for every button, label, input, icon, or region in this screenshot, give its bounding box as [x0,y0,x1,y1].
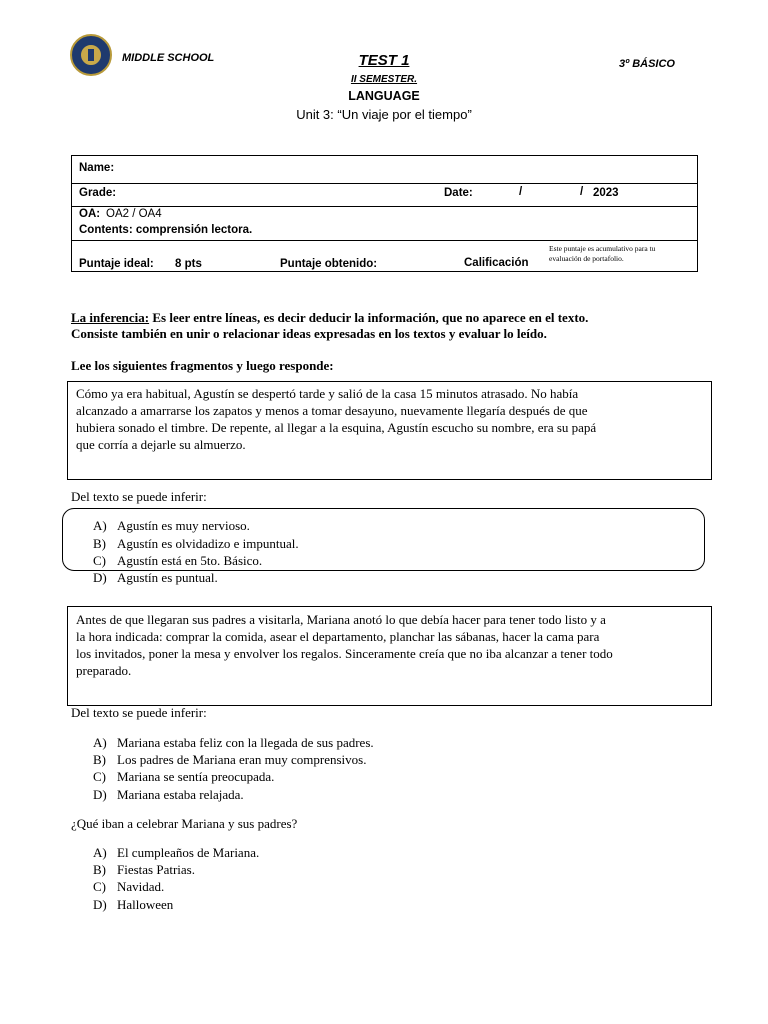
date-label: Date: [444,187,473,199]
question-1-option-b[interactable]: B) Agustín es olvidadizo e impuntual. [93,536,299,551]
question-2-option-d[interactable]: D) Mariana estaba relajada. [93,787,244,802]
question-3-option-b[interactable]: B) Fiestas Patrias. [93,862,195,877]
calificacion-label: Calificación [464,257,529,269]
question-2-option-c[interactable]: C) Mariana se sentía preocupada. [93,769,275,784]
student-info-table [71,155,698,272]
question-1-option-a[interactable]: A) Agustín es muy nervioso. [93,518,250,533]
inference-term: La inferencia: [71,310,150,325]
puntaje-ideal-label: Puntaje ideal: [79,258,154,270]
fragment-1-line: alcanzado a amarrarse los zapatos y menos a tomar desayuno, nuevamente llegaría después de que [76,403,588,418]
puntaje-ideal-value: 8 pts [175,258,202,270]
question-2-option-b[interactable]: B) Los padres de Mariana eran muy comprensivos. [93,752,367,767]
grade-label: Grade: [79,187,117,199]
puntaje-obtenido-label: Puntaje obtenido: [280,258,378,270]
question-2-option-a[interactable]: A) Mariana estaba feliz con la llegada de sus padres. [93,735,374,750]
name-label: Name: [79,162,115,174]
fragment-2-box [67,606,712,706]
test-title: TEST 1 [358,52,410,69]
subject-label: LANGUAGE [348,89,420,103]
question-2-prompt: Del texto se puede inferir: [71,705,207,720]
fragment-1-box [67,381,712,480]
unit-label: Unit 3: “Un viaje por el tiempo” [296,107,472,122]
fragment-2-line: los invitados, poner la mesa y envolver los regalos. Sinceramente creía que no iba alcanzar a tener todo [76,646,613,661]
definition-line1: Es leer entre líneas, es decir deducir la información, que no aparece en el texto. [149,310,589,325]
portfolio-note-line2: evaluación de portafolio. [549,254,624,263]
question-1-prompt: Del texto se puede inferir: [71,489,207,504]
fragment-2-line: la hora indicada: comprar la comida, asear el departamento, planchar las sábanas, hacer la cama para [76,629,600,644]
fragment-1-line: que corría a dejarle su almuerzo. [76,437,246,452]
fragment-1-line: Cómo ya era habitual, Agustín se despertó tarde y salió de la casa 15 minutos atrasado. No había [76,386,579,401]
date-slash-2: / [580,186,584,198]
date-slash-1: / [519,186,523,198]
oa-value: OA2 / OA4 [106,208,162,220]
inference-definition [71,309,588,326]
definition-line2: Consiste también en unir o relacionar ideas expresadas en los textos y evaluar lo leído. [71,326,547,341]
question-1-option-d[interactable]: D) Agustín es puntual. [93,570,218,585]
fragment-2-line: preparado. [76,663,132,678]
question-3-prompt: ¿Qué iban a celebrar Mariana y sus padres? [71,816,298,831]
grade-level: 3º BÁSICO [619,58,675,70]
instruction: Lee los siguientes fragmentos y luego responde: [71,358,334,373]
question-3-option-d[interactable]: D) Halloween [93,897,174,912]
fragment-1-line: hubiera sonado el timbre. De repente, al llegar a la esquina, Agustín escucho su nombre, era su papá [76,420,597,435]
portfolio-note-line1: Este puntaje es acumulativo para tu [549,244,656,253]
question-3-option-c[interactable]: C) Navidad. [93,879,165,894]
question-3-option-a[interactable]: A) El cumpleaños de Mariana. [93,845,260,860]
semester-label: II SEMESTER. [350,74,418,85]
fragment-2-line: Antes de que llegaran sus padres a visitarla, Mariana anotó lo que debía hacer para tener todo listo y a [76,612,606,627]
school-name: MIDDLE SCHOOL [122,52,215,64]
date-year: 2023 [593,187,619,199]
question-1-option-c[interactable]: C) Agustín está en 5to. Básico. [93,553,263,568]
contents-label: Contents: comprensión lectora. [79,224,253,236]
oa-label: OA: [79,208,101,220]
